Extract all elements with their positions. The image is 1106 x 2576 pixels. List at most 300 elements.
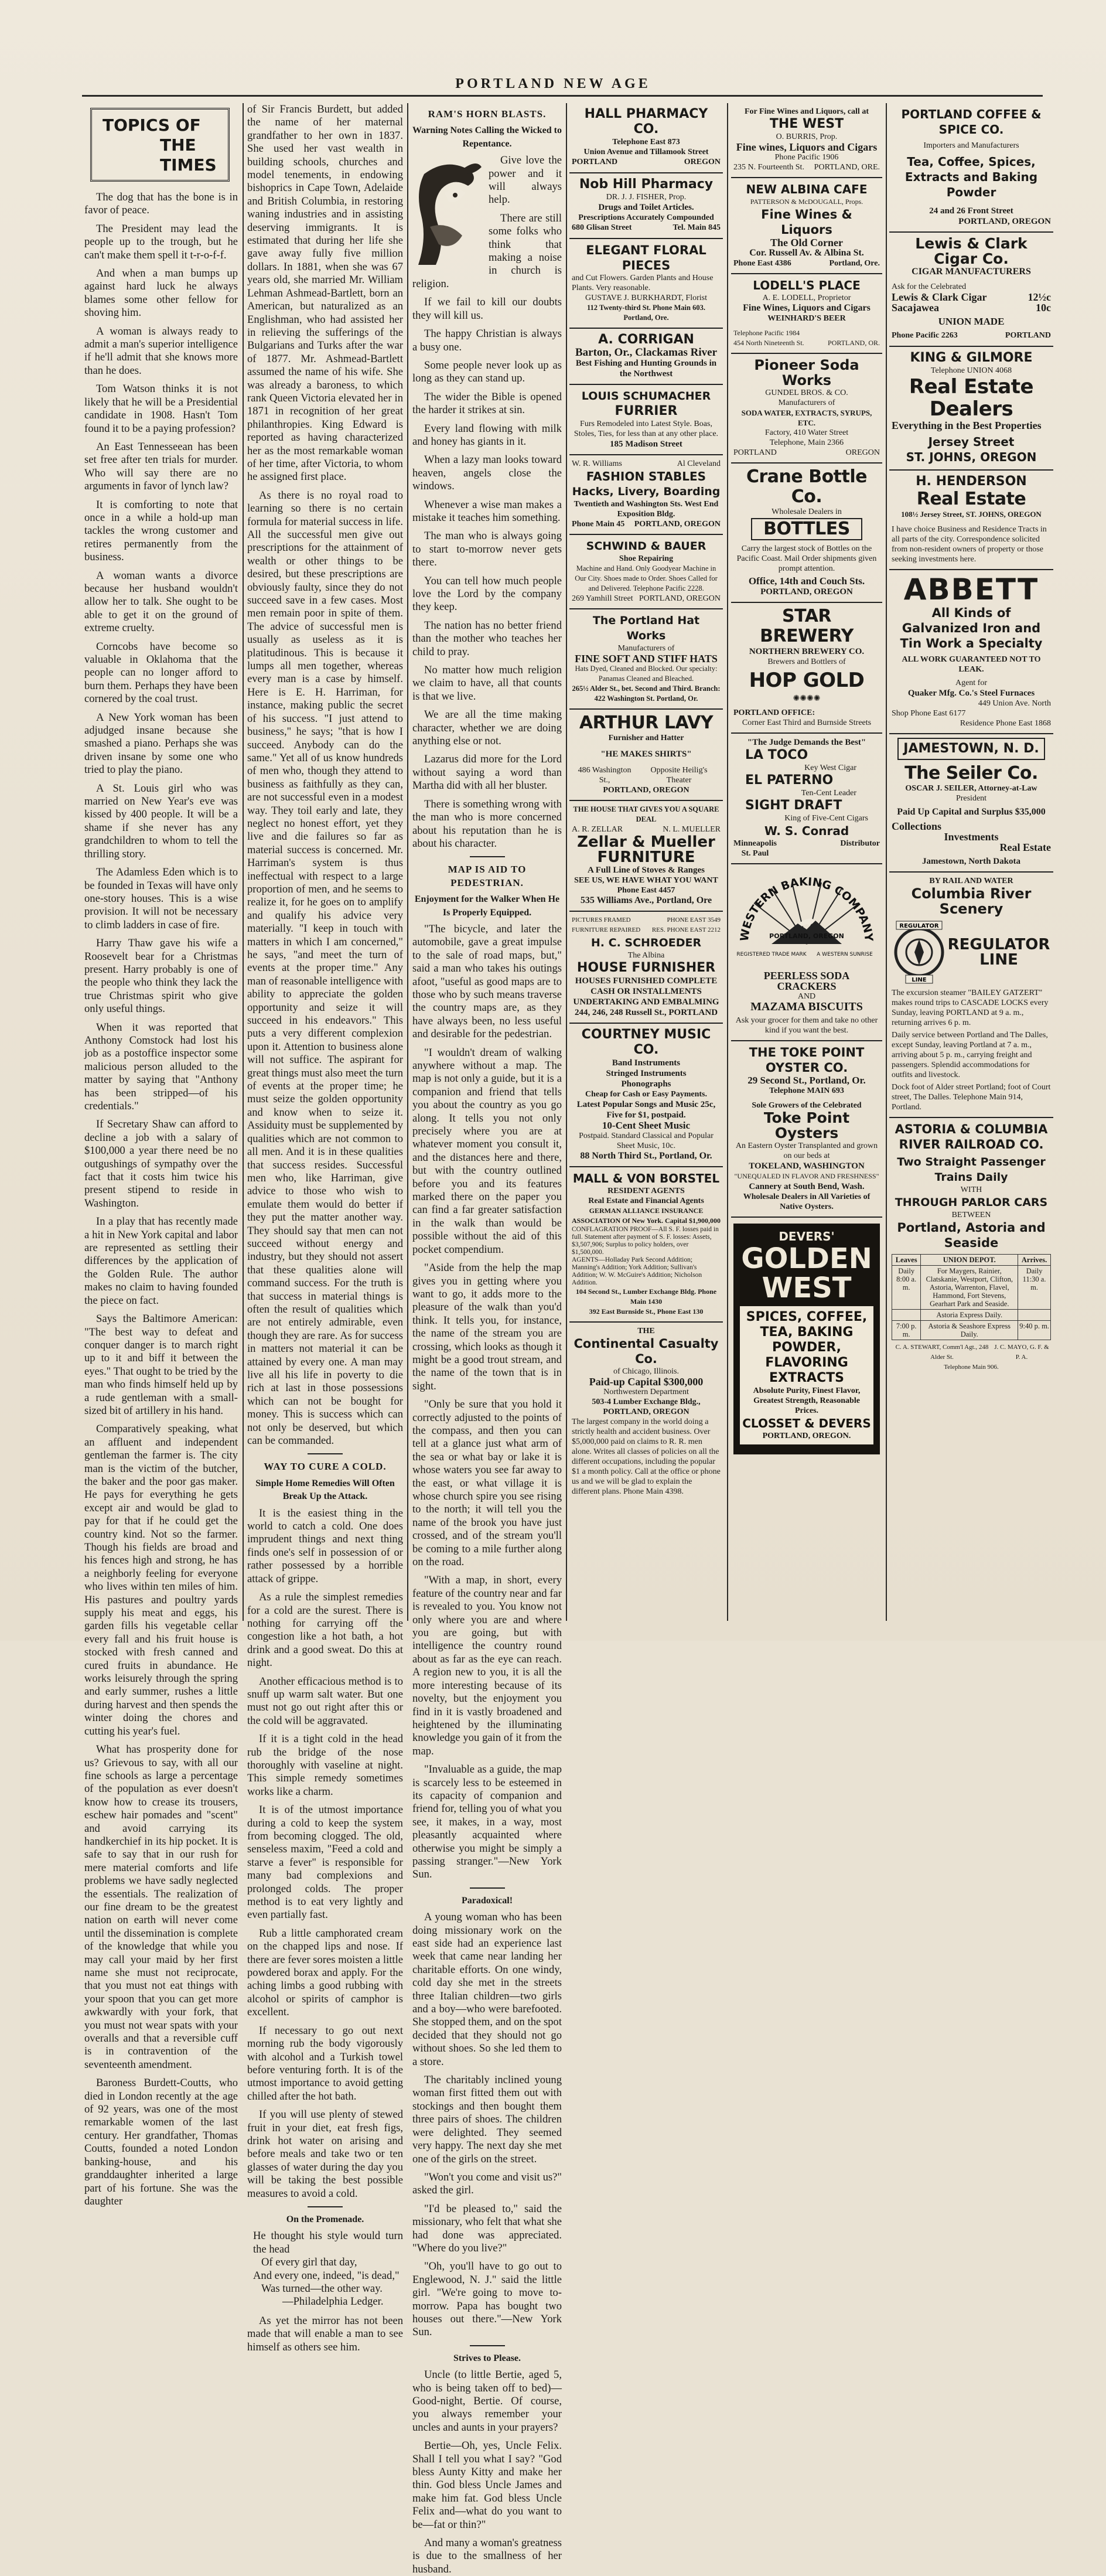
- paragraph: No matter how much religion we claim to have, all that counts is that we live.: [412, 664, 562, 703]
- ad-line: C. A. STEWART, Comm'l Agt., 248 Alder St.: [895, 1344, 989, 1361]
- paragraph: Another efficacious method is to snuff up warm salt water. But one must not go out right after this or the cold will be aggravated.: [247, 1675, 403, 1727]
- ad-line: J. C. MAYO, G. F. & P. A.: [994, 1344, 1049, 1361]
- ad-city: PORTLAND: [572, 158, 618, 166]
- poem-line: Was turned—the other way.: [261, 2282, 383, 2295]
- timetable-cell: [892, 1310, 921, 1321]
- column-rule: [566, 103, 567, 1621]
- regulator-line-emblem: [892, 920, 947, 984]
- paragraph: The wider the Bible is opened the harder it strikes at sin.: [412, 390, 562, 417]
- ad-title: Nob Hill Pharmacy: [579, 177, 714, 192]
- ad-city: PORTLAND, OR.: [828, 339, 880, 347]
- ad-line: Stringed Instruments: [606, 1069, 687, 1078]
- ad-title: LOUIS SCHUMACHER: [581, 390, 711, 403]
- ad-name: Al Cleveland: [677, 459, 721, 468]
- ad-corrigan: [569, 329, 723, 385]
- poem-line: He thought his style would turn the head: [253, 2230, 403, 2255]
- ad-pioneer-soda-works: [731, 354, 882, 464]
- ad-line: Fine Wines, Liquors and Cigars: [743, 303, 871, 313]
- ad-continental-casualty: [569, 1323, 723, 1501]
- ad-line: Quaker Mfg. Co.'s Steel Furnaces: [907, 689, 1035, 698]
- ad-address: 486 Washington St.,: [578, 766, 631, 785]
- ad-address: 108½ Jersey Street, ST. JOHNS, OREGON: [901, 510, 1042, 519]
- ornament: ✺✺✺✺: [793, 694, 821, 703]
- paragraph: The nation has no better friend than the mother who teaches her child to pray.: [412, 619, 562, 658]
- paragraph: In a play that has recently made a hit in New York capital and labor are represented as settling their differences by the application of the Golden Rule. The author makes no claim to having founded the piece on fact.: [84, 1215, 238, 1307]
- table-row: [892, 1266, 1051, 1310]
- ad-title: NEW ALBINA CAFE: [746, 182, 868, 196]
- ad-western-baking: [731, 864, 882, 1041]
- timetable-header: Leaves: [892, 1255, 921, 1266]
- ad-line: Investments: [944, 831, 999, 843]
- ad-line: OSCAR J. SEILER, Attorney-at-Law: [905, 784, 1037, 793]
- ad-address: 104 Second St., Lumber Exchange Bldg. Phone Main 1430: [575, 1287, 717, 1306]
- ad-title: STAR BREWERY: [760, 606, 854, 646]
- paragraph: "I'd be pleased to," said the missionary, who felt that what she had done was appreciated. "Where do you live?": [412, 2202, 562, 2254]
- ad-title: FURNITURE: [597, 849, 695, 866]
- ad-arthur-lavy: [569, 710, 723, 801]
- ad-title: ELEGANT FLORAL PIECES: [586, 243, 706, 272]
- ad-address: Corner East Third and Burnside Streets: [742, 718, 872, 727]
- ad-city: PORTLAND, OREGON: [760, 587, 853, 597]
- ad-line: Distributor: [840, 839, 880, 848]
- ad-line: 112 Twenty-third St. Phone Main 603. Portland, Ore.: [587, 304, 705, 322]
- paragraph: The President may lead the people up to the trough, but he can't make them spell it t-r-o-f-f.: [84, 222, 238, 261]
- ad-phone: Telephone Main 906.: [944, 1364, 999, 1371]
- ad-product: Sacajawea: [892, 302, 939, 314]
- ad-line: Prescriptions Accurately Compounded: [578, 213, 714, 222]
- ad-name: W. R. Williams: [572, 459, 622, 468]
- ad-city: Portland, Ore.: [829, 259, 880, 268]
- ad-city: PORTLAND: [733, 448, 777, 457]
- ad-title: DEVERS': [779, 1229, 835, 1243]
- separator: [470, 1887, 505, 1889]
- ad-line: Absolute Purity, Finest Flavor, Greatest Strength, Reasonable Prices.: [753, 1386, 861, 1415]
- ad-line: AGENTS—Holladay Park Second Addition; Manning's Addition; York Addition; Sullivan's Addition; W. W. McGuire's Addition; Nicholson Addition.: [572, 1256, 702, 1286]
- ad-address: 265½ Alder St., bet. Second and Third. Branch: 422 Washington St. Portland, Or.: [572, 684, 721, 703]
- ad-schwind-bauer: [569, 535, 723, 609]
- ad-line: Paid Up Capital and Surplus $35,000: [897, 807, 1046, 817]
- ad-title: Hacks, Livery, Boarding: [572, 485, 721, 498]
- ad-slogan: "The Judge Demands the Best": [747, 738, 866, 747]
- ad-title: THROUGH PARLOR CARS: [895, 1196, 1048, 1209]
- separator: [470, 2345, 505, 2346]
- ad-title: W. S. Conrad: [764, 824, 849, 838]
- ad-the-west: [731, 103, 882, 178]
- ad-title: BOTTLES: [751, 518, 862, 540]
- column-rule: [407, 103, 408, 1621]
- ad-line: "UNEQUALED IN FLAVOR AND FRESHNESS": [734, 1172, 879, 1180]
- ad-portland-coffee-spice: [889, 103, 1053, 233]
- ad-phone: Phone Main 45: [572, 520, 625, 529]
- ad-line: PATTERSON & McDOUGALL, Props.: [750, 197, 863, 206]
- poem-credit: —Philadelphia Ledger.: [282, 2295, 384, 2308]
- ad-devers-golden-west: [733, 1224, 880, 1454]
- paragraph: We are all the time making character, whether we are doing anything else or not.: [412, 708, 562, 748]
- ad-address: 680 Glisan Street: [572, 223, 632, 232]
- paragraph: Corncobs have become so valuable in Oklahoma that the people can no longer afford to burn them. Perhaps they have been cornered by the coal trust.: [84, 640, 238, 706]
- ad-conrad-cigars: [731, 734, 882, 864]
- paragraph: The dog that has the bone is in favor of peace.: [84, 191, 238, 217]
- ad-address: 29 Second St., Portland, Or.: [747, 1075, 866, 1086]
- paragraph: "Aside from the help the map gives you in getting where you want to go, it adds more to the pleasure of the walk than you'd think. It tells you, for instance, the name of the stream you are crossing, which looks as though it might be a good trout stream, and the name of the town that is in sight.: [412, 1262, 562, 1392]
- ad-king-gilmore: [889, 347, 1053, 471]
- ad-phone: Phone Pacific 2263: [892, 331, 958, 340]
- ad-title: GOLDEN: [741, 1242, 872, 1275]
- ad-title: ABBETT: [903, 573, 1039, 606]
- ad-line: Twentieth and Washington Sts. West End Exposition Bldg.: [574, 500, 719, 519]
- ad-product: Lewis & Clark Cigar: [892, 291, 987, 303]
- timetable-cell: Astoria Express Daily.: [921, 1310, 1018, 1321]
- ad-title: Real Estate: [916, 489, 1026, 509]
- masthead: PORTLAND NEW AGE: [455, 76, 651, 91]
- ad-address: 244, 246, 248 Russell St., PORTLAND: [574, 1008, 718, 1017]
- ad-title: Columbia River Scenery: [911, 885, 1032, 917]
- ad-line: UNDERTAKING AND EMBALMING: [573, 997, 719, 1007]
- ad-title: Real Estate: [909, 375, 1034, 398]
- paragraph: A St. Louis girl who was married on New Year's eve was kissed by 400 people. It will be a shame if she never has any grandchildren to whom to tell the thrilling story.: [84, 782, 238, 860]
- ad-address: 454 North Nineteenth St.: [733, 339, 804, 347]
- ad-title: Two Straight Passenger Trains Daily: [897, 1156, 1046, 1184]
- subhead-map: Enjoyment for the Walker When He Is Properly Equipped.: [414, 894, 560, 918]
- separator: [308, 2206, 343, 2207]
- ad-toke-point-oyster: [731, 1041, 882, 1218]
- ad-phone: Phone Pacific 1906: [774, 153, 839, 162]
- train-timetable: [892, 1254, 1051, 1340]
- ad-abbett: [889, 570, 1053, 734]
- paragraph: If we fail to kill our doubts they will kill us.: [412, 296, 562, 322]
- ad-line: Collections: [892, 820, 941, 832]
- ad-city: PORTLAND, OREGON: [603, 786, 689, 795]
- ad-line: Opposite Heilig's Theater: [650, 766, 708, 785]
- ad-line: BETWEEN: [951, 1211, 991, 1219]
- ad-title: A. CORRIGAN: [598, 332, 694, 347]
- poem-line: Of every girl that day,: [261, 2256, 357, 2269]
- ad-title: The Portland Hat Works: [592, 614, 700, 642]
- rams-horn-illustration: [412, 156, 483, 268]
- ad-line: Fine wines, Liquors and Cigars: [736, 141, 878, 153]
- paragraph: And many a woman's greatness is due to the smallness of her husband.: [412, 2537, 562, 2575]
- ad-address: 235 N. Fourteenth St.: [733, 163, 804, 172]
- ad-state: OREGON: [684, 158, 721, 166]
- paragraph: And when a man bumps up against hard luck he always blames some other fellow for shoving him.: [84, 267, 238, 319]
- ad-line: Manufacturers of: [778, 398, 835, 407]
- ad-address: 392 East Burnside St., Phone East 130: [589, 1307, 704, 1316]
- ad-line: GUNDEL BROS. & CO.: [765, 389, 848, 397]
- ad-title: KING & GILMORE: [910, 350, 1033, 365]
- paragraph: Says the Baltimore American: "The best way to defeat and conquer danger is to march right up to it and biff it between the eyes." That ought to be tried by the man who finds himself held up by a rude gentleman with a small-sized bit of artillery in his hand.: [84, 1313, 238, 1417]
- ad-line: Drugs and Toilet Articles.: [598, 203, 694, 212]
- ad-line: I have choice Business and Residence Tracts in all parts of the city. Correspondence solicited from non-resident owners of property or those seeking investments here.: [892, 525, 1047, 564]
- ad-line: DR. J. J. FISHER, Prop.: [606, 193, 687, 202]
- column-rule: [886, 103, 887, 1621]
- ad-address: 88 North Third St., Portland, Or.: [580, 1151, 712, 1161]
- ad-line: Northwestern Department: [603, 1388, 689, 1396]
- timetable-cell: Astoria & Seashore Express Daily.: [921, 1321, 1018, 1340]
- column-ads-5: [731, 103, 882, 1621]
- paragraph: "I wouldn't dream of walking anywhere without a map. The map is not only a guide, but it is a companion and friend that tells you about the country as you go along. It tells you not only precisely where you are at whatever moment you consult it, and the distances here and there, but with the country outlined before you and its features marked there on the paper you can find a far greater satisfaction in the walk than would be possible without the aid of this pocket compendium.: [412, 1046, 562, 1256]
- ad-seiler-co: [889, 734, 1053, 873]
- paragraph: As there is no royal road to learning so there is no certain formula for material success in life. All the successful men give out prescriptions for the attainment of wealth or other things to be desired, but these prescriptions are obviously faulty, since they do not succeed save in a few cases. Most men remain poor in spite of them. The advice of successful men is usually as useless as it is platitudinous. This is because it lumps all men together, whereas every man is a case by himself. Here is E. H. Harriman, for instance, making public the secret of his success. "I just attend to business," he says; "that is how I succeed. Anybody can do the same." Yet all of us know hundreds of men who, though they attend to business as faithfully as they can, are not successful even in a modest way. They toil early and late, they neglect no honest effort, yet they live and die failures so far as material success is concerned. Mr. Harriman's system is thus ineffectual with respect to a large proportion of men, and he seems to realize it, for he goes on to amplify and qualify his advice very materially. "I keep in touch with matters in which I am concerned," he says, "and meet the turn of events at the proper time." Any man of reasonable intelligence with ability to appreciate the golden opportunity and seize it will succeed in his endeavors." This puts a very different complexion upon it. Attention to business alone will not suffice. The aspirant for great things must also meet the turn of events at the proper time; he must seize the golden opportunity and know when to seize it. Assiduity must be supplemented by qualities which are not common to all men. And it is in these qualities that success resides. Successful men who, like Harriman, give advice to those who wish to emulate them would do better if they put the matter another way. They should say that men can not succeed without energy and industry, but they should not assert that these qualities alone will command success. For the truth is that success in material things is often the result of qualities which are not entirely admirable, even though they are rare. As for success in matters not material it can be attained by every one. A man may live all his life in poverty to die rich at last in those possessions which can not be bought for money. This is success which can not only be deserved, but which can be commanded.: [247, 489, 403, 1447]
- ad-line: SEE US, WE HAVE WHAT YOU WANT: [574, 876, 718, 885]
- ad-line: Sole Growers of the Celebrated: [752, 1101, 862, 1110]
- ad-title: THE WEST: [769, 117, 844, 131]
- ad-address: 503-4 Lumber Exchange Bldg.,: [592, 1398, 701, 1406]
- ad-portland-hat-works: [569, 609, 723, 710]
- ad-title: Fine Wines & Liquors: [761, 207, 852, 237]
- ad-title: Dealers: [929, 397, 1013, 421]
- ad-title: LODELL'S PLACE: [753, 278, 861, 292]
- ad-mall-von-borstel: [569, 1167, 723, 1323]
- ad-line: Dock foot of Alder street Portland; foot of Court street, The Dalles. Telephone Main 914, Portland.: [892, 1083, 1051, 1112]
- ad-new-albina-cafe: [731, 178, 882, 274]
- logo-trademark: REGISTERED TRADE MARK: [736, 952, 807, 958]
- ad-zellar-mueller: [569, 801, 723, 912]
- ad-line: O. BURRIS, Prop.: [776, 132, 838, 141]
- ad-floral-pieces: [569, 239, 723, 329]
- ad-line: The Albina: [627, 951, 665, 960]
- ad-line: CONFLAGRATION PROOF—All S. F. losses paid in full. Statement after payment of S. F. losses: Assets, $3,507,906; Surplus to policy holders, over $1,500,000.: [572, 1226, 719, 1256]
- timetable-cell: Daily 11:30 a. m.: [1018, 1266, 1051, 1310]
- ad-title: HOP GOLD: [749, 669, 865, 692]
- ad-star-brewery: [731, 603, 882, 734]
- ad-line: AND: [797, 992, 816, 1001]
- ad-line: King of Five-Cent Cigars: [784, 814, 868, 823]
- ad-line: Importers and Manufacturers: [923, 141, 1019, 150]
- ad-line: Real Estate and Financial Agents: [588, 1197, 704, 1205]
- column-rule: [727, 103, 728, 1621]
- emblem-label: REGULATOR: [899, 923, 939, 929]
- ad-line: Real Estate: [999, 841, 1051, 853]
- ad-title: ARTHUR LAVY: [579, 713, 714, 733]
- ad-line: Daily service between Portland and The Dalles, except Sunday, leaving Portland at 7 a. m., arriving about 5 p. m., carrying freight and passengers. Splendid accommodations for outfits and livestock.: [892, 1031, 1048, 1079]
- headline-rams-horn: RAM'S HORN BLASTS.: [428, 108, 547, 120]
- ad-line: Cannery at South Bend, Wash.: [749, 1182, 865, 1191]
- paragraph: Bertie—Oh, yes, Uncle Felix. Shall I tell you what I say? "God bless Aunty Kitty and make her thin. God bless Uncle James and make him fat. God bless Uncle Felix and—what do you want to be—fat or thin?": [412, 2439, 562, 2531]
- ad-line: BY RAIL AND WATER: [929, 877, 1013, 885]
- ad-city: PORTLAND, OREGON.: [762, 1432, 851, 1440]
- paragraph: It is the easiest thing in the world to catch a cold. One does imprudent things and next thing finds one's self in possession of or rather possessed by a horrible attack of grippe.: [247, 1507, 403, 1585]
- topics-of-the-times-box: [90, 108, 230, 182]
- ad-schroeder-house-furnisher: [569, 912, 723, 1024]
- paragraph: When it was reported that Anthony Comstock had lost his job as a postoffice inspector some malicious person alluded to the matter by saying that "Anthony has been stripped—of his credentials.": [84, 1021, 238, 1112]
- ad-city: PORTLAND, OREGON: [603, 1408, 689, 1416]
- ad-line: Ask your grocer for them and take no other kind if you want the best.: [735, 1016, 878, 1035]
- ad-title: PEERLESS SODA CRACKERS: [763, 970, 850, 992]
- table-row: [892, 1321, 1051, 1340]
- ad-city: ST. JOHNS, OREGON: [906, 450, 1037, 464]
- ad-lodells-place: [731, 274, 882, 354]
- ad-line: WEINHARD'S BEER: [767, 314, 846, 323]
- ad-address: Office, 14th and Couch Sts.: [748, 575, 865, 587]
- ad-phone: Shop Phone East 6177: [892, 709, 966, 718]
- ad-title: Pioneer Soda Works: [754, 357, 859, 389]
- ad-line: WITH: [960, 1185, 982, 1194]
- ad-crane-bottle: [731, 464, 882, 603]
- ad-title: THE TOKE POINT OYSTER CO.: [749, 1045, 865, 1075]
- box-line-1: TOPICS OF: [103, 115, 201, 135]
- ad-line: The Old Corner: [770, 237, 843, 248]
- ad-title: H. C. SCHROEDER: [590, 936, 702, 949]
- logo-tagline: A WESTERN SUNRISE: [817, 952, 873, 958]
- ad-city: Jamestown, North Dakota: [922, 857, 1020, 866]
- ad-line: President: [955, 794, 987, 803]
- ad-title: Portland, Astoria and Seaside: [897, 1221, 1046, 1250]
- ad-line: Wholesale Dealers in All Varieties of Native Oysters.: [743, 1192, 871, 1211]
- ad-line: FINE SOFT AND STIFF HATS: [575, 653, 718, 665]
- ad-title: Continental Casualty Co.: [574, 1337, 719, 1366]
- paragraph: If Secretary Shaw can afford to decline a job with a salary of $100,000 a year there need be no outgushings of sympathy over the fact that it costs him twice his present stipend to reside in Washington.: [84, 1118, 238, 1209]
- ad-line: GERMAN ALLIANCE INSURANCE ASSOCIATION Of New York. Capital $1,900,000: [572, 1207, 721, 1225]
- timetable-header: UNION DEPOT.: [921, 1255, 1018, 1266]
- ad-phone: Phone East 4457: [617, 886, 675, 895]
- ad-line: of Chicago, Illinois.: [613, 1367, 679, 1376]
- column-ads-6: [889, 103, 1053, 1621]
- paragraph: A woman wants a divorce because her husband wouldn't allow her to talk. She ought to be able to get it on the ground of extreme cruelty.: [84, 569, 238, 635]
- paragraph: Baroness Burdett-Coutts, who died in London recently at the age of 92 years, was one of the most remarkable women of the last century. Her grandfather, Thomas Coutts, founded a noted London banking-house, and his granddaughter inherited a large part of his fortune. She was the daughter: [84, 2077, 238, 2207]
- paragraph: It is comforting to note that once in a while a hold-up man tackles the wrong customer and retires permanently from the business.: [84, 498, 238, 564]
- western-baking-logo: [736, 868, 877, 967]
- ad-line: RESIDENT AGENTS: [607, 1187, 685, 1195]
- subhead-cold: Simple Home Remedies Will Often Break Up the Attack.: [255, 1478, 395, 1502]
- headline-map: MAP IS AID TO PEDESTRIAN.: [448, 864, 527, 888]
- ad-line: 10-Cent Sheet Music: [602, 1120, 691, 1131]
- ad-title: SIGHT DRAFT: [745, 798, 842, 813]
- ad-title: The Seiler Co.: [904, 763, 1038, 783]
- paragraph: "Oh, you'll have to go out to Englewood, N. J." said the little girl. "We're going to move to-morrow. Papa has bought two houses out there."—New York Sun.: [412, 2260, 562, 2339]
- ad-title: EL PATERNO: [745, 773, 834, 788]
- ad-line: SODA WATER, EXTRACTS, SYRUPS, ETC.: [741, 408, 872, 427]
- ad-line: UNION MADE: [938, 316, 1005, 327]
- paragraph: Uncle (to little Bertie, aged 5, who is being taken off to bed)—Good-night, Bertie. Of course, you always remember your uncles and aunts in your prayers?: [412, 2369, 562, 2434]
- timetable-cell: 9:40 p. m.: [1018, 1321, 1051, 1340]
- ad-line: Manufacturers of: [617, 644, 675, 653]
- ad-hall-pharmacy: [569, 103, 723, 173]
- ad-address: 185 Madison Street: [610, 439, 682, 449]
- ad-line: HOUSES FURNISHED COMPLETE: [575, 976, 718, 986]
- column-topics: [84, 103, 238, 2207]
- ad-fashion-stables: [569, 455, 723, 535]
- logo-company-name: WESTERN BAKING COMPANY: [738, 875, 876, 942]
- ad-title: Toke Point Oysters: [763, 1109, 850, 1142]
- paragraph: Give love the power and it will always help.: [489, 154, 562, 206]
- ad-line: Union Avenue and Tillamook Street: [583, 148, 709, 156]
- separator: [308, 1453, 343, 1454]
- paragraph: An East Tennesseean has been set free after ten trials for murder. Who will say there are no arguments in favor of lynch law?: [84, 440, 238, 493]
- ad-line: GUSTAVE J. BURKHARDT, Florist: [585, 294, 707, 302]
- ad-line: Machine and Hand. Only Goodyear Machine in Our City. Shoes made to Order. Shoes Called for and Delivered. Telephone Pacific 2228.: [575, 564, 718, 592]
- column-ads-4: [569, 103, 723, 1621]
- ad-title: WEST: [762, 1272, 852, 1304]
- ad-lewis-clark-cigar: [889, 233, 1053, 347]
- poem-line: And every one, indeed, "is dead,": [253, 2269, 400, 2282]
- ad-line: THE: [637, 1327, 655, 1335]
- ad-astoria-columbia-railroad: [889, 1118, 1053, 1377]
- paragraph: If you will use plenty of stewed fruit in your diet, eat fresh figs, drink hot water on arising and before meals and take two or ten glasses of water during the day you will be taking the best possible measures to avoid a cold.: [247, 2108, 403, 2200]
- ad-title: LINE: [979, 951, 1018, 969]
- ad-address: 535 Williams Ave., Portland, Ore: [580, 895, 712, 905]
- timetable-cell: 7:00 p. m.: [892, 1321, 921, 1340]
- ad-line: An Eastern Oyster Transplanted and grown on our beds at: [735, 1142, 878, 1160]
- ad-title: FASHION STABLES: [586, 469, 706, 483]
- subhead-rams-horn: Warning Notes Calling the Wicked to Repentance.: [412, 125, 562, 149]
- timetable-cell: For Maygers, Rainier, Clatskanie, Westport, Clifton, Astoria, Warrenton, Flavel, Hammond, Fort Stevens, Gearhart Park and Seaside.: [921, 1266, 1018, 1310]
- paragraph: A young woman who has been doing missionary work on the east side had an experience last week that came near landing her charitable efforts. On one windy, cold day she met in the streets three Italian children—two girls and a boy—who were barefooted. She stopped them, and on the spot decided that they should not go without shoes. So she led them to a store.: [412, 1911, 562, 2068]
- paragraph: You can tell how much people love the Lord by the company they keep.: [412, 574, 562, 614]
- ad-title: PORTLAND COFFEE & SPICE CO.: [901, 107, 1042, 137]
- ad-address: 269 Yamhill Street: [572, 594, 633, 603]
- ad-line: Brewers and Bottlers of: [767, 657, 846, 666]
- ad-line: ALL WORK GUARANTEED NOT TO LEAK.: [902, 655, 1041, 674]
- ad-nob-hill-pharmacy: [569, 173, 723, 239]
- ad-line: THE HOUSE THAT GIVES YOU A SQUARE DEAL: [573, 805, 719, 823]
- paragraph: The happy Christian is always a busy one.: [412, 328, 562, 353]
- paragraph: "Invaluable as a guide, the map is scarcely less to be esteemed in its capacity of companion and friend for, telling you of what you see, it makes, in a way, most pleasantly acquainted where otherwise you might be simply a passing stranger."—New York Sun.: [412, 1763, 562, 1881]
- ad-address: Factory, 410 Water Street: [764, 428, 849, 437]
- ad-title: Tea, Coffee, Spices, Extracts and Baking Powder: [904, 155, 1038, 199]
- paragraph: "The bicycle, and later the automobile, gave a great impulse to the sale of road maps, but," said a man who takes his outings afoot, "useful as good maps are to those who by such means traverse the country maps are, as they have always been, no less useful and desirable for the pedestrian.: [412, 922, 562, 1041]
- paragraph: If necessary to go out next morning rub the body vigorously with alcohol and a Turkish towel before venturing forth. It is of the utmost importance to avoid getting chilled after the hot bath.: [247, 2024, 403, 2103]
- ad-line: Shoe Repairing: [619, 554, 674, 563]
- ad-line: Furnisher and Hatter: [608, 734, 684, 742]
- paragraph: The Adamless Eden which is to be founded in Texas will have only one-story houses. This is a wise provision. It will not be necessary to climb ladders in case of fire.: [84, 866, 238, 931]
- paragraph: Tom Watson thinks it is not likely that he will be a Presidential candidate in 1908. Hasn't Tom found it to be a paying profession?: [84, 383, 238, 435]
- ad-title: All Kinds of Galvanized Iron and Tin Work a Specialty: [900, 606, 1043, 650]
- ad-city: PORTLAND, ORE.: [814, 163, 880, 172]
- ad-line: Cheap for Cash or Easy Payments.: [585, 1090, 707, 1099]
- ad-line: TOKELAND, WASHINGTON: [749, 1161, 865, 1171]
- paragraph: The man who is always going to start to-morrow never gets there.: [412, 530, 562, 569]
- ad-line: Band Instruments: [612, 1058, 681, 1068]
- ad-title: CLOSSET & DEVERS: [742, 1416, 871, 1430]
- ad-name: N. L. MUELLER: [663, 825, 721, 834]
- ad-address: 449 Union Ave. North: [978, 699, 1051, 708]
- paragraph: "Only be sure that you hold it correctly adjusted to the points of the compass, and then you can tell at a glance just what arm of the sea or what bay or lake it is whose waters you see far away to the east, or what village it is whose church spire you see rising to the north; it will tell you the name of the brook you have just crossed, and of the stream you'll be coming to a mile further along on the road.: [412, 1398, 562, 1569]
- column-articles-3: [412, 103, 562, 2575]
- paragraph: It is of the utmost importance during a cold to keep the system from becoming clogged. The old, senseless maxim, "Feed a cold and starve a fever" is responsible for many bad complexions and prolonged colds. The proper method is to eat very lightly and even partially fast.: [247, 1804, 403, 1921]
- ad-line: Telephone East 873: [612, 138, 680, 146]
- ad-courtney-music: [569, 1024, 723, 1167]
- ad-city: PORTLAND: [1005, 331, 1051, 340]
- ad-title: ASTORIA & COLUMBIA RIVER RAILROAD CO.: [895, 1122, 1048, 1151]
- ad-phone: PHONE EAST 3549: [667, 916, 721, 924]
- ad-line: Barton, Or., Clackamas River: [575, 346, 718, 359]
- ad-slogan: "HE MAKES SHIRTS": [600, 749, 692, 759]
- ad-line: Key West Cigar: [804, 764, 856, 772]
- paragraph: Comparatively speaking, what an affluent and independent gentleman the farmer is. The city man is the victim of the butcher, the baker and the poor gas maker. He pays for everything he gets except air and would be glad to pay for that if he could get the country kind. Not so the farmer. Though his fields are broad and his fences high and strong, he has a neighborly feeling for everyone who lives within ten miles of him. His pastures and poultry yards supply his meat and eggs, his garden fills his vegetable cellar every fall and his fruit house is stocked with fresh canned and cured fruits in abundance. He works leisurely through the spring and early summer, rushes a little during harvest and then spends the winter doing the chores and cutting his year's fuel.: [84, 1423, 238, 1737]
- column-articles-2: [247, 103, 403, 2353]
- ad-city: Minneapolis: [733, 839, 777, 848]
- ad-title: COURTNEY MUSIC CO.: [581, 1027, 711, 1057]
- emblem-label: LINE: [912, 977, 927, 983]
- ad-regulator-line: [889, 873, 1053, 1118]
- ad-price: 12½c: [1028, 291, 1051, 303]
- ad-title: Crane Bottle Co.: [746, 466, 867, 507]
- ad-title: HOUSE FURNISHER: [576, 960, 716, 975]
- ad-phone: Tel. Main 845: [673, 223, 721, 232]
- paragraph: Harry Thaw gave his wife a Roosevelt bear for a Christmas present. Harry probably is one of the people who think they lack the true Christmas spirit who give only useful things.: [84, 937, 238, 1016]
- paragraph: Rub a little camphorated cream on the chapped lips and nose. If there are fever sores moisten a little powdered borax and apply. For the aching limbs a good rubbing with alcohol or spirits of camphor is excellent.: [247, 1927, 403, 2019]
- ad-phone: RES. PHONE EAST 2212: [651, 926, 721, 933]
- paragraph: Lazarus did more for the Lord without saying a word than Martha did with all her bluster.: [412, 753, 562, 792]
- subhead-promenade: On the Promenade.: [286, 2214, 364, 2224]
- ad-title: MALL & VON BORSTEL: [572, 1171, 720, 1185]
- column-rule: [243, 103, 244, 1621]
- ad-line: PORTLAND OFFICE:: [733, 708, 815, 717]
- ad-schumacher-furrier: [569, 385, 723, 455]
- paragraph: Every land flowing with milk and honey has giants in it.: [412, 422, 562, 448]
- paragraph: Some people never look up as long as they can stand up.: [412, 359, 562, 385]
- ad-line: Best Fishing and Hunting Grounds in the Northwest: [575, 359, 717, 379]
